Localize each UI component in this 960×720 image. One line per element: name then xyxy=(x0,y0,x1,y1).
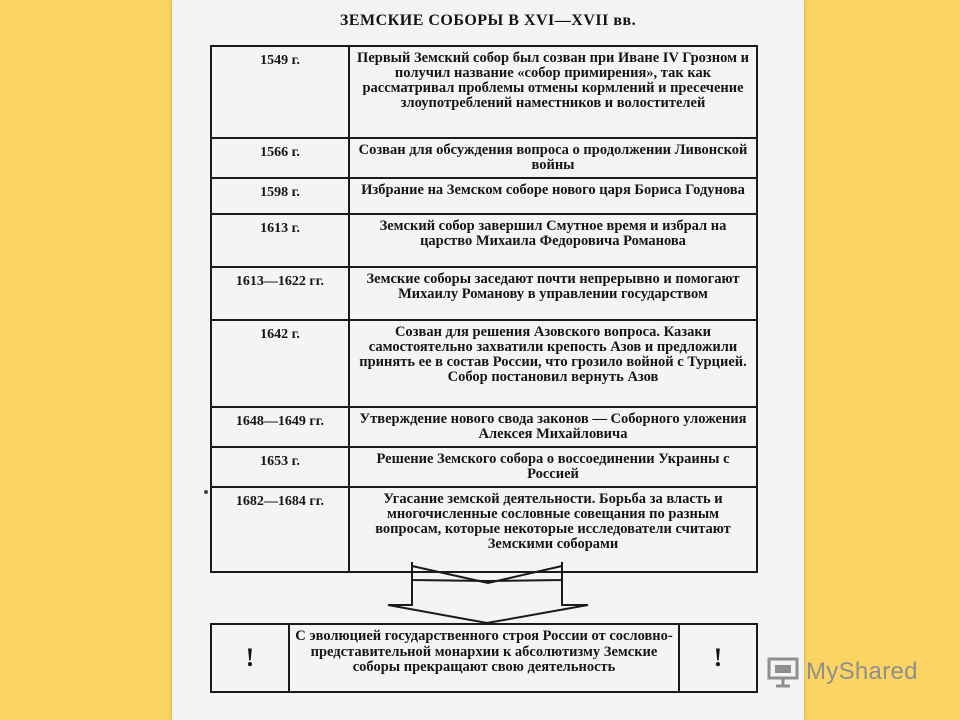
row-event: Земские соборы заседают почти непрерывно и помогают Михаилу Романову в управлении государством xyxy=(349,267,757,320)
row-year: 1613 г. xyxy=(211,214,349,267)
row-event: Решение Земского собора о воссоединении Украины с Россией xyxy=(349,447,757,487)
row-year: 1613—1622 гг. xyxy=(211,267,349,320)
document-sheet xyxy=(172,0,804,720)
conclusion-box xyxy=(210,623,758,693)
document-title: ЗЕМСКИЕ СОБОРЫ В XVI—XVII вв. xyxy=(339,12,637,29)
row-event: Созван для решения Азовского вопроса. Казаки самостоятельно захватили крепость Азов и предложили принять ее в состав России, что грозило войной с Турцией. Собор постановил вернуть Азов xyxy=(349,320,757,407)
speck xyxy=(204,490,208,494)
row-year: 1642 г. xyxy=(211,320,349,407)
presentation-icon xyxy=(766,655,800,689)
watermark xyxy=(766,652,918,692)
row-event: Избрание на Земском соборе нового царя Бориса Годунова xyxy=(349,178,757,214)
conclusion-text: С эволюцией государственного строя России от сословно-представительной монархии к абсолютизму Земские соборы прекращают свою деятельность xyxy=(295,628,673,675)
row-year: 1549 г. xyxy=(211,46,349,138)
row-event: Угасание земской деятельности. Борьба за власть и многочисленные сословные совещания по разным вопросам, которые некоторые исследователи считают Земскими соборами xyxy=(349,487,757,572)
row-event: Земский собор завершил Смутное время и избрал на царство Михаила Федоровича Романова xyxy=(349,214,757,267)
exclamation-left: ! xyxy=(212,625,290,691)
exclamation-right: ! xyxy=(678,625,756,691)
row-event: Первый Земский собор был созван при Иване IV Грозном и получил название «собор примирения», так как рассматривал проблемы отмены кормлений и пресечение злоупотреблений наместников и волостителей xyxy=(349,46,757,138)
watermark-text: MyShared xyxy=(806,658,918,685)
row-year: 1598 г. xyxy=(211,178,349,214)
row-event: Утверждение нового свода законов — Соборного уложения Алексея Михайловича xyxy=(349,407,757,447)
row-year: 1653 г. xyxy=(211,447,349,487)
row-event: Созван для обсуждения вопроса о продолжении Ливонской войны xyxy=(349,138,757,178)
row-year: 1648—1649 гг. xyxy=(211,407,349,447)
row-year: 1682—1684 гг. xyxy=(211,487,349,572)
row-year: 1566 г. xyxy=(211,138,349,178)
down-arrow-icon xyxy=(172,0,804,720)
